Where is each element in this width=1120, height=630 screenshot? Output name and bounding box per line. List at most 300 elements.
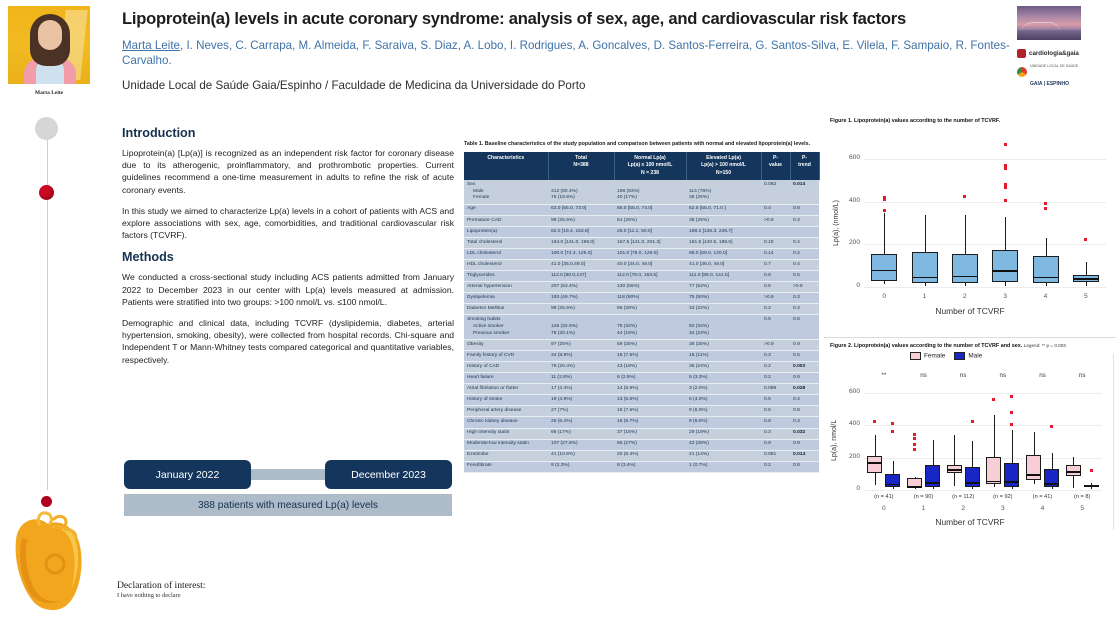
table-cell: >0.9 [790,282,819,293]
whisker-line-female [875,473,876,485]
whisker-line-female [954,435,955,465]
y-axis-title: Lp(a), nmol/L [831,420,838,462]
poster-title: Lipoprotein(a) levels in acute coronary syndrome: analysis of sex, age, and cardiovascular risk factors [122,9,906,28]
y-axis-tick-label: 600 [848,153,860,161]
x-axis-tick-label: 3 [1003,293,1007,301]
table-wrapper [464,152,819,473]
table-column-header-5: P- trend [790,152,819,180]
table-cell: 16 (6.7%) [614,417,686,428]
author-photo [8,6,90,84]
table-row [464,260,819,271]
outlier-point-male [1090,469,1093,472]
table-cell: 0.3 [790,215,819,226]
table-cell: 21 (14%) [686,450,761,461]
whisker-line [925,283,926,286]
grid-line [864,490,1102,491]
x-axis-tick-label: 0 [882,293,886,301]
table-row [464,238,819,249]
table-cell: 0.5 [761,315,790,340]
median-line-male [925,482,940,484]
table-row-label: Total cholesterol [464,238,548,249]
whisker-line [1046,283,1047,286]
x-axis-tick-label: 2 [962,293,967,301]
whisker-line-male [933,487,934,489]
chart-legend [910,352,982,360]
table-cell: 0.3 [790,417,819,428]
table-row [464,282,819,293]
table-cell: 0.8 [790,461,819,472]
table-cell: 50 (34%) 34 (23%) [686,315,761,340]
table-cell: 17 (4.4%) [548,384,614,395]
table-row-label: Arterial hypertension [464,282,548,293]
hospital-logo-line2: GAIA | ESPINHO [1030,81,1069,87]
table-cell: 0.3 [761,428,790,439]
outlier-point [963,195,966,198]
table-row [464,362,819,373]
table-row [464,406,819,417]
table-cell: 167.5 [141.0, 201.3] [614,238,686,249]
group-count-label: (n = 92) [993,494,1013,501]
median-line-male [965,482,980,484]
table-row-label: History of CAD [464,362,548,373]
median-line [912,277,938,279]
group-count-label: (n = 90) [913,494,934,501]
table-cell: 9 (2.3%) [548,461,614,472]
significance-marker: ns [1039,372,1046,380]
table-cell: 42 (28%) [686,439,761,450]
whisker-line-female [994,484,995,487]
table-cell: 0.082 [761,180,790,204]
outlier-point [1084,238,1087,241]
table-cell: 0.5 [790,271,819,282]
table-cell: 5 (3.3%) [686,373,761,384]
table-cell [790,226,819,237]
table-cell: 65 (27%) [614,439,686,450]
table-cell: 0.2 [761,461,790,472]
outlier-point-male [891,430,894,433]
table-cell: 36 (24%) [686,362,761,373]
table-cell: 62.0 [19.4, 153.8] [548,226,614,237]
table-cell: 0.9 [790,439,819,450]
table-row-label: Premature CAD [464,215,548,226]
table-cell: >0.9 [761,215,790,226]
grid-line [864,287,1106,288]
table-row-label: Fenofibrate [464,461,548,472]
table-cell: 0.4 [790,395,819,406]
table-cell: 97 (25%) [548,340,614,351]
hospital-logo-line1: UNIDADE LOCAL DE SAÚDE [1030,64,1079,68]
table-cell: 25 (6.4%) [548,417,614,428]
table-row [464,428,819,439]
table-cell: 0.8 [761,417,790,428]
whisker-line-female [1034,480,1035,484]
median-line [1033,277,1059,279]
legend-item-male [954,352,982,360]
table-row [464,450,819,461]
median-line-female [947,469,962,471]
table-row [464,373,819,384]
table-cell: 0.8 [761,271,790,282]
y-axis-tick-label: 200 [848,452,860,460]
cardiologia-mark-icon [1017,49,1026,58]
porto-bridge-photo [1017,6,1081,40]
table-cell: 118 (50%) [614,293,686,304]
outlier-point [1004,143,1007,146]
whisker-line-female [915,488,916,489]
table-cell: 20 (8.4%) [614,450,686,461]
x-axis-tick-label: 1 [922,293,927,301]
table-row-label: High intensity statin [464,428,548,439]
table-cell: 0.3 [761,351,790,362]
whisker-line-female [1073,457,1074,465]
heart-illustration-icon [6,508,90,618]
table-cell: 0.4 [761,204,790,215]
table-cell: 0.028 [790,384,819,395]
table-row-label: Age [464,204,548,215]
median-line [992,270,1018,272]
table-cell: 66 (17%) [548,428,614,439]
table-cell: 38 (25%) [686,340,761,351]
x-axis-tick-label: 2 [961,505,965,513]
methods-paragraph-2: Demographic and clinical data, including TCVRF (dyslipidemia, diabetes, arterial hypertension, smoking, obesity), were collected from hospital records. Chi-square and Independent T or Mann-Whitney tests compared categorical and quantitative variables, respectively. [122,318,454,365]
outlier-point-female [913,433,916,436]
table-row-label: Chronic kidney disease [464,417,548,428]
y-axis-tick-label: 0 [856,282,860,290]
table-row [464,315,819,340]
table-cell: 40.0 [34.0, 49.0] [614,260,686,271]
table-cell: 76 (32%) 44 (19%) [614,315,686,340]
table-cell: 164.0 [141.0, 196.0] [548,238,614,249]
y-axis-tick-label: 400 [848,420,860,428]
table-row-label: Moderate-low intensity statin [464,439,548,450]
whisker-line-female [875,435,876,456]
group-count-label: (n = 41) [874,494,894,501]
figure-1 [824,116,1116,338]
median-line-male [885,484,900,486]
table-cell: 130 (55%) [614,282,686,293]
table-cell: >0.9 [761,340,790,351]
table-row-label: LDL cholesterol [464,249,548,260]
table-row [464,439,819,450]
grid-line [864,393,1102,394]
table-row-label: Dyslipidemia [464,293,548,304]
median-line-female [907,486,922,488]
table-cell: 189.2 [136.3, 236.7] [686,226,761,237]
table-cell: 99 (25.5%) [548,304,614,315]
outlier-point-male [1010,395,1013,398]
timeline-end-label: December 2023 [325,460,452,489]
whisker-line [965,215,966,254]
table-cell: 0.003 [790,362,819,373]
table-cell: 98.0 [69.0, 120.0] [686,249,761,260]
outlier-point [883,196,886,199]
table-cell: 312 (80.4%) 76 (19.6%) [548,180,614,204]
table-cell: 26.0 [11.1, 50.0] [614,226,686,237]
group-count-label: (n = 41) [1032,494,1053,501]
grid-line [864,458,1102,459]
table-row-label: History of stroke [464,395,548,406]
figure-2-caption [824,341,1116,350]
whisker-line [884,281,885,284]
methods-paragraph-1: We conducted a cross-sectional study including ACS patients admitted from January 2022 to December 2023 in our center with Lp(a) levels measured at admission. Patients were stratified into two groups: >100 nmol/L vs. ≤100 nmol/L. [122,272,454,307]
significance-marker: ns [959,372,967,380]
x-axis-title: Number of TCVRF [935,306,1005,317]
table-column-header-0: Characteristics [464,152,548,180]
boxplot-box [1033,256,1059,283]
author-list [122,38,1012,69]
outlier-point [1004,199,1007,202]
x-axis-tick-label: 3 [1000,505,1005,513]
outlier-point-male [891,422,894,425]
rail-node-red [39,185,54,200]
table-row-label: Obesity [464,340,548,351]
left-rail [0,0,112,630]
outlier-point-female [913,437,916,440]
table-cell: 0.2 [761,362,790,373]
table-cell: 0.10 [761,238,790,249]
table-row-label: Triglycerides [464,271,548,282]
median-line-male [1004,481,1019,483]
table-cell: 0.6 [761,406,790,417]
whisker-line [1046,238,1047,256]
table-cell: 3 (2.0%) [686,384,761,395]
table-column-header-2: Normal Lp(a) Lp(a) ≤ 100 nmol/L N = 238 [614,152,686,180]
median-line-female [867,462,882,464]
grid-line [864,425,1102,426]
x-axis-tick-label: 4 [1040,505,1045,513]
table-row [464,226,819,237]
table-cell: 0.5 [790,351,819,362]
table-row-label: Family history of CVD [464,351,548,362]
table-cell: 0.7 [761,260,790,271]
baseline-characteristics-table [464,152,820,473]
table-row-label: Atrial fibrilation or flutter [464,384,548,395]
cardiologia-logo-text: cardiologia&gaia [1029,49,1079,57]
table-row-label: Ezetimibe [464,450,548,461]
timeline-start-label: January 2022 [124,460,251,489]
river-shape [1017,30,1081,40]
declaration-body: I have nothing to declare [117,592,181,599]
table-cell: 0.2 [761,304,790,315]
introduction-heading: Introduction [122,126,196,140]
significance-marker: ** [881,372,887,380]
table-cell: 0.9 [790,340,819,351]
table-cell: 1 (0.7%) [686,461,761,472]
table-cell: 8 (3.4%) [614,461,686,472]
table-cell: 63.0 [55.0, 73.0] [548,204,614,215]
figure-2-legend-note: Legend: ** p = 0.003 [1023,343,1066,348]
table-cell: 59 (25%) [614,340,686,351]
table-cell: 0.3 [790,293,819,304]
legend-swatch [954,352,965,360]
table-row [464,249,819,260]
table-cell: 0.8 [790,406,819,417]
table-column-header-1: Total N=388 [548,152,614,180]
median-line-female [1026,474,1041,476]
table-header [464,152,819,180]
median-line [1073,278,1099,280]
boxplot-box-male [1044,469,1059,487]
table-cell: 0.2 [790,249,819,260]
whisker-line [1005,282,1006,286]
outlier-point-male [1010,411,1013,414]
table-cell: 27 (7%) [548,406,614,417]
whisker-line [965,283,966,286]
hospital-mark-icon [1017,67,1027,77]
x-axis-tick-label: 1 [921,505,926,513]
rail-node-grey [35,117,58,140]
outlier-point [1004,183,1007,186]
table-cell: 193 (49.7%) [548,293,614,304]
table-cell [761,226,790,237]
legend-label: Female [924,352,946,360]
boxplot-box [992,250,1018,282]
legend-label: Male [968,352,983,360]
table-cell: 0.4 [790,238,819,249]
introduction-paragraph-2: In this study we aimed to characterize Lp(a) levels in a cohort of patients with ACS and explore associations with sex, age, comorbidities, and traditional cardiovascular risk factors (TCVRF). [122,205,454,241]
whisker-line [884,213,885,254]
study-timeline [124,460,452,489]
table-cell: 75 (50%) [686,293,761,304]
table-cell: 79 (20.4%) [548,362,614,373]
table-row [464,417,819,428]
table-cell: 112.0 [80.0,147] [548,271,614,282]
table-cell: >0.9 [761,293,790,304]
table-column-header-4: P- value [761,152,790,180]
boxplot-box-female [867,456,882,473]
figure-2-title: Figure 2. Lipoprotein(a) values according to the number of TCVRF and sex. [830,343,1023,349]
boxplot-box-female [1026,455,1041,480]
table-cell: 6 (4.0%) [686,395,761,406]
grid-line [864,202,1106,203]
table-cell: 0.9 [761,439,790,450]
table-header-row [464,152,819,180]
table-cell: 29 (19%) [686,428,761,439]
median-line-female [986,481,1001,483]
figure-2-plot [824,350,1116,536]
table-cell: 9 (6.0%) [686,406,761,417]
outlier-point-female [873,420,876,423]
hospital-logo [1017,64,1095,87]
table-row-label: Lipoprotein(a) [464,226,548,237]
figure-1-plot [824,125,1116,325]
boxplot-box [952,254,978,283]
outlier-point-female [913,448,916,451]
table-cell: 38 (25%) [686,215,761,226]
declaration-heading: Declaration of interest: [117,580,206,591]
coauthor-list: , I. Neves, C. Carrapa, M. Almeida, F. Saraiva, S. Diaz, A. Lobo, I. Rodrigues, A. Goncalves, D. Santos-Ferreira, G. Santos-Silva, E. Vilela, F. Sampaio, R. Fontes-Carvalho. [122,39,1010,68]
whisker-line-male [1012,487,1013,490]
table-row [464,340,819,351]
outlier-point-male [1050,425,1053,428]
outlier-point [1004,164,1007,167]
table-cell: 0.6 [761,282,790,293]
outlier-point-female [913,443,916,446]
rail-connector-line [47,120,48,490]
whisker-line-male [933,440,934,465]
x-axis-title: Number of TCVRF [935,517,1005,528]
table-cell: 6 (2.5%) [614,373,686,384]
median-line-male [1084,486,1099,488]
boxplot-box [871,254,897,282]
table-cell: 0.14 [761,249,790,260]
table-row [464,271,819,282]
table-cell: 107 (27.6%) [548,439,614,450]
significance-marker: ns [999,372,1007,380]
legend-swatch [910,352,921,360]
table-row [464,180,819,204]
table-row [464,215,819,226]
table-cell: 33 (22%) [686,304,761,315]
grid-line [864,244,1106,245]
x-axis-tick-label: 5 [1083,293,1088,301]
table-cell: 0.4 [790,260,819,271]
table-cell: 0.081 [761,450,790,461]
introduction-paragraph-1: Lipoprotein(a) [Lp(a)] is recognized as an independent risk factor for coronary disease due to its atherogenic, proinflammatory, and prothrombotic properties. Current guidelines recommend a one-time measurement in adults to refine the risk of acute coronary events. [122,148,454,195]
whisker-line-female [954,473,955,487]
boxplot-box [912,252,938,283]
patients-count-bar: 388 patients with measured Lp(a) levels [124,494,452,516]
table-row-label: HDL cholesterol [464,260,548,271]
y-axis-tick-label: 0 [856,485,860,493]
whisker-line-female [994,415,995,457]
table-row [464,461,819,472]
table-row [464,384,819,395]
boxplot-box-male [1004,463,1019,486]
y-axis-title: Lp(a), (nmol/L) [833,200,840,247]
significance-marker: ns [920,372,927,380]
legend-item-female [910,352,945,360]
y-axis-tick-label: 200 [848,239,860,247]
outlier-point [1044,202,1047,205]
table-row-label: Heart failure [464,373,548,384]
table-cell: 41 (10.6%) [548,450,614,461]
table-cell: 0.9 [790,373,819,384]
table-cell: 0.3 [790,304,819,315]
table-cell: 0.032 [790,428,819,439]
figure-right-divider [1113,354,1114,530]
table-caption: Table 1. Baseline characteristics of the study population and comparison between patients with normal and elevated lipoprotein(a) levels. [464,141,811,147]
table-cell: 207 (53.4%) [548,282,614,293]
table-cell: 100.0 [74.3, 125.0] [548,249,614,260]
table-cell: 18 (7.6%) [614,351,686,362]
x-axis-tick-label: 5 [1080,505,1084,513]
table-cell: 114 (76%) 36 (25%) [686,180,761,204]
table-cell: 0.2 [761,373,790,384]
whisker-line-male [972,487,973,489]
table-cell: 61 (26%) [614,215,686,226]
figure-2 [824,341,1116,549]
table-row-label: Sex Male Female [464,180,548,204]
outlier-point [883,209,886,212]
whisker-line-male [893,487,894,489]
table-cell: 43 (18%) [614,362,686,373]
table-row [464,304,819,315]
whisker-line [1086,262,1087,275]
outlier-point-male [971,420,974,423]
significance-marker: ns [1078,372,1086,380]
lead-author-link[interactable]: Marta Leite [122,39,180,52]
table-cell: 0.5 [761,395,790,406]
affiliation: Unidade Local de Saúde Gaia/Espinho / Faculdade de Medicina da Universidade do Porto [122,79,586,92]
x-axis-tick-label: 4 [1043,293,1048,301]
whisker-line-male [893,461,894,473]
table-cell: 14 (5.9%) [614,384,686,395]
whisker-line [1005,217,1006,249]
methods-heading: Methods [122,250,174,265]
median-line-male [1044,483,1059,485]
y-axis-tick-label: 600 [848,387,860,395]
